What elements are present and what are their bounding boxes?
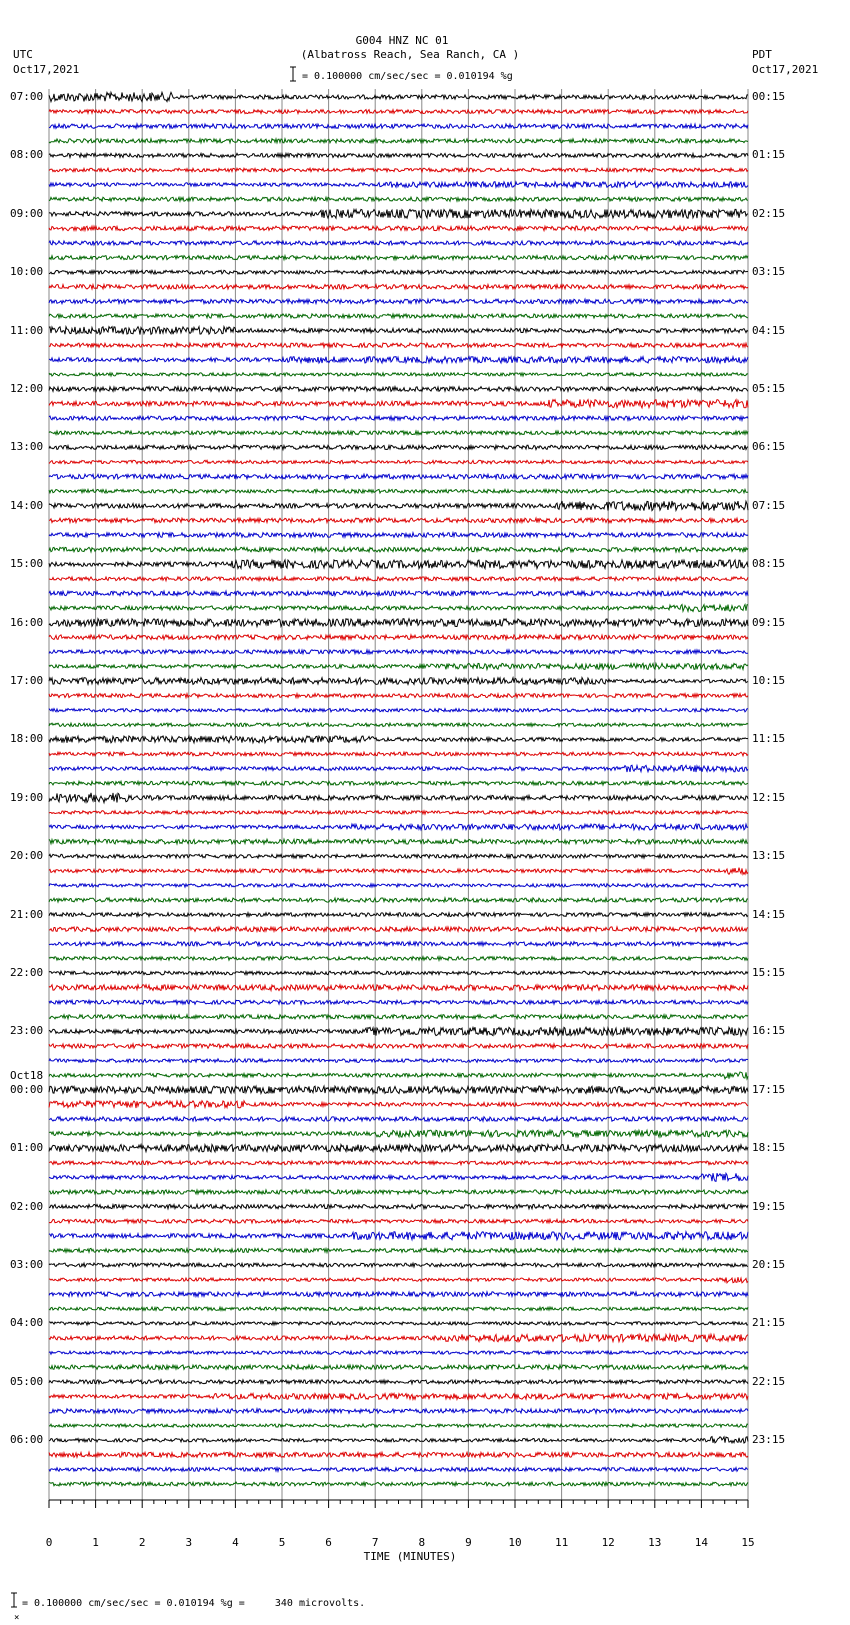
trace-row-18 (49, 357, 748, 363)
trace-row-16 (49, 327, 748, 335)
left-hour-label: 07:00 (10, 90, 44, 103)
trace-row-35 (49, 605, 748, 612)
trace-row-48 (49, 793, 748, 803)
trace-row-47 (49, 781, 748, 785)
trace-row-25 (49, 460, 748, 463)
right-hour-label: 05:15 (752, 382, 786, 395)
footer-scale-bar-icon (10, 1592, 18, 1608)
right-hour-label: 22:15 (752, 1374, 786, 1388)
trace-row-90 (49, 1409, 748, 1413)
trace-row-57 (49, 927, 748, 932)
trace-row-12 (49, 270, 748, 274)
trace-row-7 (49, 197, 748, 201)
trace-row-80 (49, 1263, 748, 1267)
left-hour-label: 11:00 (10, 323, 44, 337)
trace-row-86 (49, 1351, 748, 1354)
right-hour-label: 08:15 (752, 557, 786, 571)
x-tick-label: 10 (508, 1536, 522, 1549)
trace-row-0 (49, 92, 748, 101)
trace-row-4 (49, 153, 748, 157)
x-tick-label: 5 (278, 1536, 286, 1549)
trace-row-10 (49, 241, 748, 245)
trace-row-69 (49, 1101, 748, 1108)
left-hour-label: 02:00 (10, 1199, 44, 1213)
trace-row-17 (49, 343, 748, 347)
trace-row-56 (49, 913, 748, 917)
left-hour-label: 01:00 (10, 1141, 44, 1155)
trace-row-27 (49, 489, 748, 493)
x-tick-label: 14 (694, 1536, 709, 1549)
trace-row-53 (49, 868, 748, 875)
right-hour-label: 03:15 (752, 265, 786, 279)
trace-row-65 (49, 1044, 748, 1048)
right-hour-label: 07:15 (752, 498, 786, 512)
trace-row-59 (49, 957, 748, 961)
trace-row-46 (49, 765, 748, 772)
trace-row-11 (49, 256, 748, 260)
trace-row-32 (49, 560, 748, 569)
trace-row-50 (49, 824, 748, 830)
chart-title: G004 HNZ NC 01 (355, 34, 449, 47)
right-hour-label: 06:15 (752, 440, 786, 454)
left-hour-label: 06:00 (10, 1433, 44, 1447)
trace-row-34 (49, 591, 748, 596)
trace-row-40 (49, 678, 748, 685)
trace-row-72 (49, 1145, 748, 1152)
x-tick-label: 13 (648, 1536, 662, 1549)
right-hour-label: 23:15 (752, 1433, 786, 1447)
trace-row-76 (49, 1204, 748, 1208)
trace-row-9 (49, 226, 748, 231)
trace-row-38 (49, 650, 748, 654)
trace-row-61 (49, 985, 748, 991)
trace-row-88 (49, 1380, 748, 1384)
x-tick-label: 12 (601, 1536, 615, 1549)
left-hour-label: 17:00 (10, 674, 44, 687)
left-hour-label: 23:00 (10, 1024, 44, 1038)
right-hour-label: 04:15 (752, 323, 786, 337)
trace-row-37 (49, 635, 748, 640)
trace-row-3 (49, 139, 748, 143)
x-tick-label: 1 (92, 1536, 99, 1549)
trace-row-20 (49, 387, 748, 392)
left-hour-label: 18:00 (10, 732, 44, 746)
trace-row-22 (49, 416, 748, 420)
chart-subtitle: (Albatross Reach, Sea Ranch, CA ) (300, 48, 520, 61)
trace-row-94 (49, 1468, 748, 1472)
trace-row-45 (49, 752, 748, 756)
trace-row-43 (49, 723, 748, 726)
left-hour-label: 21:00 (10, 907, 44, 921)
x-axis-label: TIME (MINUTES) (363, 1550, 457, 1563)
trace-row-62 (49, 1000, 748, 1004)
left-hour-label: 14:00 (10, 498, 44, 512)
trace-row-8 (49, 209, 748, 218)
trace-row-36 (49, 619, 748, 627)
right-hour-label: 00:15 (752, 90, 786, 103)
x-tick-label: 11 (554, 1536, 569, 1549)
left-hour-label: 13:00 (10, 440, 44, 454)
right-hour-label: 19:15 (752, 1199, 786, 1213)
trace-row-66 (49, 1059, 748, 1063)
left-hour-label: 09:00 (10, 206, 44, 220)
trace-row-44 (49, 736, 748, 743)
trace-row-63 (49, 1015, 748, 1019)
trace-row-79 (49, 1248, 748, 1252)
right-hour-label: 13:15 (752, 849, 786, 863)
x-tick-label: 8 (418, 1536, 426, 1549)
trace-row-70 (49, 1117, 748, 1121)
right-hour-label: 09:15 (752, 615, 786, 629)
right-timezone-label: PDT (752, 48, 772, 61)
right-hour-label: 21:15 (752, 1316, 786, 1330)
left-hour-label: 16:00 (10, 615, 44, 629)
trace-row-51 (49, 839, 748, 844)
trace-row-42 (49, 709, 748, 712)
trace-row-29 (49, 518, 748, 523)
trace-row-1 (49, 110, 748, 114)
trace-row-92 (49, 1437, 748, 1443)
trace-row-19 (49, 373, 748, 376)
trace-row-52 (49, 854, 748, 858)
trace-row-84 (49, 1322, 748, 1325)
trace-row-55 (49, 898, 748, 902)
left-hour-label: 12:00 (10, 382, 44, 395)
trace-row-15 (49, 314, 748, 318)
left-hour-label: 08:00 (10, 148, 44, 162)
left-hour-label: 00:00 (10, 1082, 44, 1096)
left-timezone-label: UTC (13, 48, 33, 61)
left-hour-label: 20:00 (10, 849, 44, 863)
trace-row-64 (49, 1027, 748, 1035)
trace-row-31 (49, 547, 748, 552)
trace-row-91 (49, 1424, 748, 1427)
trace-row-75 (49, 1190, 748, 1194)
left-hour-label: 03:00 (10, 1258, 44, 1271)
right-hour-label: 18:15 (752, 1141, 786, 1155)
trace-row-14 (49, 299, 748, 303)
right-hour-label: 17:15 (752, 1082, 786, 1096)
trace-row-13 (49, 285, 748, 290)
trace-row-74 (49, 1173, 748, 1181)
x-tick-label: 15 (741, 1536, 755, 1549)
trace-row-95 (49, 1482, 748, 1486)
left-hour-label: 10:00 (10, 265, 44, 279)
right-hour-label: 01:15 (752, 148, 786, 162)
x-tick-label: 9 (465, 1536, 472, 1549)
trace-row-41 (49, 694, 748, 698)
trace-row-21 (49, 400, 748, 408)
trace-row-33 (49, 577, 748, 581)
right-hour-label: 12:15 (752, 790, 786, 804)
trace-row-87 (49, 1365, 748, 1369)
trace-row-85 (49, 1334, 748, 1341)
trace-row-58 (49, 942, 748, 946)
trace-row-26 (49, 474, 748, 479)
trace-row-67 (49, 1072, 748, 1079)
trace-row-93 (49, 1452, 748, 1457)
right-date-label: Oct17,2021 (752, 63, 819, 76)
trace-row-81 (49, 1277, 748, 1283)
left-hour-label: 19:00 (10, 790, 44, 804)
trace-row-71 (49, 1130, 748, 1137)
trace-row-73 (49, 1161, 748, 1165)
trace-row-82 (49, 1292, 748, 1297)
trace-row-5 (49, 168, 748, 172)
left-date-label: Oct17,2021 (13, 63, 80, 76)
x-tick-label: 6 (325, 1536, 332, 1549)
trace-row-60 (49, 971, 748, 975)
right-hour-label: 20:15 (752, 1258, 786, 1271)
right-hour-label: 02:15 (752, 206, 786, 220)
trace-row-30 (49, 533, 748, 538)
trace-row-77 (49, 1219, 748, 1223)
right-hour-label: 10:15 (752, 674, 786, 687)
trace-row-39 (49, 663, 748, 669)
footer-scale-marker: × (14, 1613, 20, 1623)
left-hour-label: 05:00 (10, 1374, 44, 1388)
x-tick-label: 7 (371, 1536, 379, 1549)
trace-row-28 (49, 501, 748, 511)
trace-row-6 (49, 182, 748, 188)
right-hour-label: 15:15 (752, 966, 786, 979)
x-tick-label: 2 (138, 1536, 146, 1549)
left-hour-label: 04:00 (10, 1316, 44, 1330)
x-tick-label: 0 (45, 1536, 53, 1549)
trace-row-23 (49, 431, 748, 435)
left-hour-label: 15:00 (10, 557, 44, 571)
trace-row-68 (49, 1086, 748, 1093)
scale-text: = 0.100000 cm/sec/sec = 0.010194 %g (302, 71, 513, 82)
x-tick-label: 3 (185, 1536, 193, 1549)
left-date-change-label: Oct18 (10, 1068, 44, 1082)
right-hour-label: 14:15 (752, 907, 786, 921)
trace-row-78 (49, 1232, 748, 1240)
trace-row-24 (49, 445, 748, 449)
trace-row-89 (49, 1394, 748, 1400)
trace-row-54 (49, 884, 748, 887)
x-tick-label: 4 (232, 1536, 239, 1549)
left-hour-label: 22:00 (10, 966, 44, 979)
trace-row-83 (49, 1307, 748, 1310)
trace-row-2 (49, 124, 748, 128)
right-hour-label: 11:15 (752, 732, 786, 746)
trace-row-49 (49, 811, 748, 814)
footer-scale-text: = 0.100000 cm/sec/sec = 0.010194 %g = 340 microvolts. (22, 1598, 366, 1609)
right-hour-label: 16:15 (752, 1024, 786, 1038)
